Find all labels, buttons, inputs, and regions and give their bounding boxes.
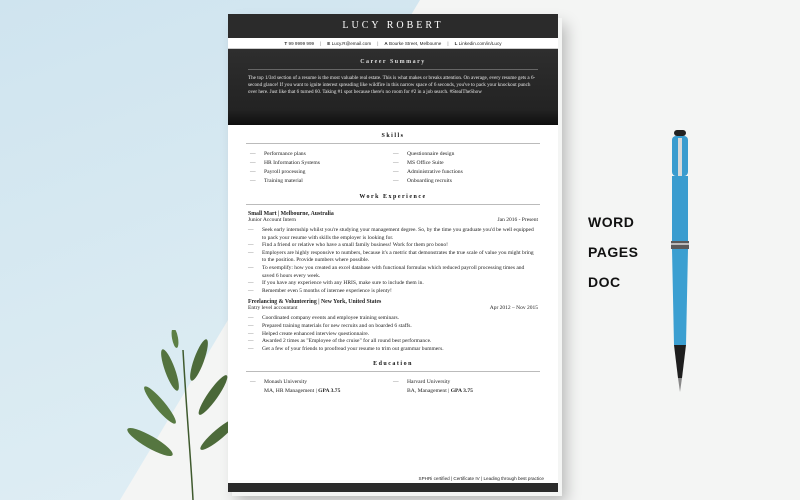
summary-title: Career Summary [360, 59, 426, 65]
job-company: Small Mart | Melbourne, Australia [248, 211, 334, 217]
career-summary [228, 49, 558, 125]
format-pages: PAGES [588, 244, 639, 260]
list-item: — Administrative functions [393, 169, 463, 175]
contact-phone: T 99 9999 999 [284, 40, 315, 46]
job-entry-1 [228, 211, 558, 295]
list-item: — Seek early internship whilst you're studying your management degree. So, by the time you graduate you'd be well equipped to pack your resume with skills the employer is looking for. [248, 227, 534, 241]
footer-bar [228, 483, 558, 492]
education-item: — Monash University MA, HR Management | GPA 3.75 [250, 379, 341, 394]
list-item: — Find a friend or relative who have a small family business! Work for them pro bono! [248, 242, 448, 249]
list-item: — HR Information Systems [250, 160, 320, 166]
experience-title: Work Experience [359, 194, 427, 200]
list-item: — Prepared training materials for new recruits and on boarded 6 staffs. [248, 322, 412, 329]
contact-email: E Lucy.R@email.com [327, 40, 372, 46]
list-item: — If you have any experience with any HRIS, make sure to include them in. [248, 280, 424, 287]
education-title: Education [373, 361, 413, 368]
list-item: — Helped create enhanced interview questionnaire. [248, 330, 370, 337]
contact-linkedin: L Linkedin.com/in/Lucy [454, 40, 502, 46]
list-item: — Remember even 5 months of internee experience is plenty! [248, 287, 392, 294]
list-item: — Training material [250, 178, 303, 184]
job-company: Freelancing & Volunteering | New York, United States [248, 299, 382, 306]
list-item: — Get a few of your friends to proofread your resume to trim out grammar bummers. [248, 345, 444, 352]
resume-name: LUCY ROBERT [228, 14, 558, 38]
list-item: — Performance plans [250, 151, 306, 157]
format-word: WORD [588, 214, 635, 230]
list-item: — Questionnaire design [393, 151, 455, 157]
list-item: — To exemplify: how you created an excel database with functional formulas which reduced payroll processing times and saved 6 hours every week. [248, 264, 525, 279]
list-item: — Coordinated company events and employee training seminars. [248, 315, 400, 322]
job-role: Entry level accountant [248, 305, 298, 312]
list-item: — Payroll processing [250, 169, 306, 175]
job-dates: Jan 2016 - Present [497, 217, 538, 223]
summary-text: The top 1/3rd section of a resume is the most valuable real estate. This is what makes or breaks attention. On average, every resume gets a 6-second glance! If you want to ignite interest spreading like wildfire in this narrow space of 6 seconds, you've to pack your knockout punch over here. Just like that 6 turned 60. Taking #1 spot because there's no room for #2 in a job search. #StealTheShow [248, 75, 536, 96]
education-list [228, 378, 558, 395]
certifications: SPHRi certified | Certificate IV | Leading through best practice [418, 476, 544, 481]
list-item: — MS Office Suite [393, 160, 444, 166]
resume-document [228, 14, 558, 492]
pen-icon [664, 130, 694, 400]
contact-line: T 99 9999 999 | E Lucy.R@email.com | A Bourke Street, Melbourne | L Linkedin.com/in/Lucy [228, 38, 558, 49]
job-entry-2 [228, 299, 558, 353]
job-dates: Apr 2012 – Nov 2015 [489, 305, 538, 312]
contact-address: A Bourke Street, Melbourne [384, 40, 442, 46]
job-role: Junior Account Intern [248, 217, 296, 223]
list-item: — Awarded 2 times as "Employee of the cruise" for all round best performance. [248, 338, 432, 345]
list-item: — Employers are highly responsive to numbers, because it's a metric that demonstrates the true scale of value you might bring to the position. Provide numbers where possible. [248, 249, 534, 264]
skills-title: Skills [381, 133, 405, 139]
list-item: — Onboarding recruits [393, 178, 452, 184]
format-doc: DOC [588, 274, 621, 290]
skills-list [228, 150, 558, 186]
education-item: — Harvard University BA, Management | GPA 3.75 [393, 379, 473, 394]
